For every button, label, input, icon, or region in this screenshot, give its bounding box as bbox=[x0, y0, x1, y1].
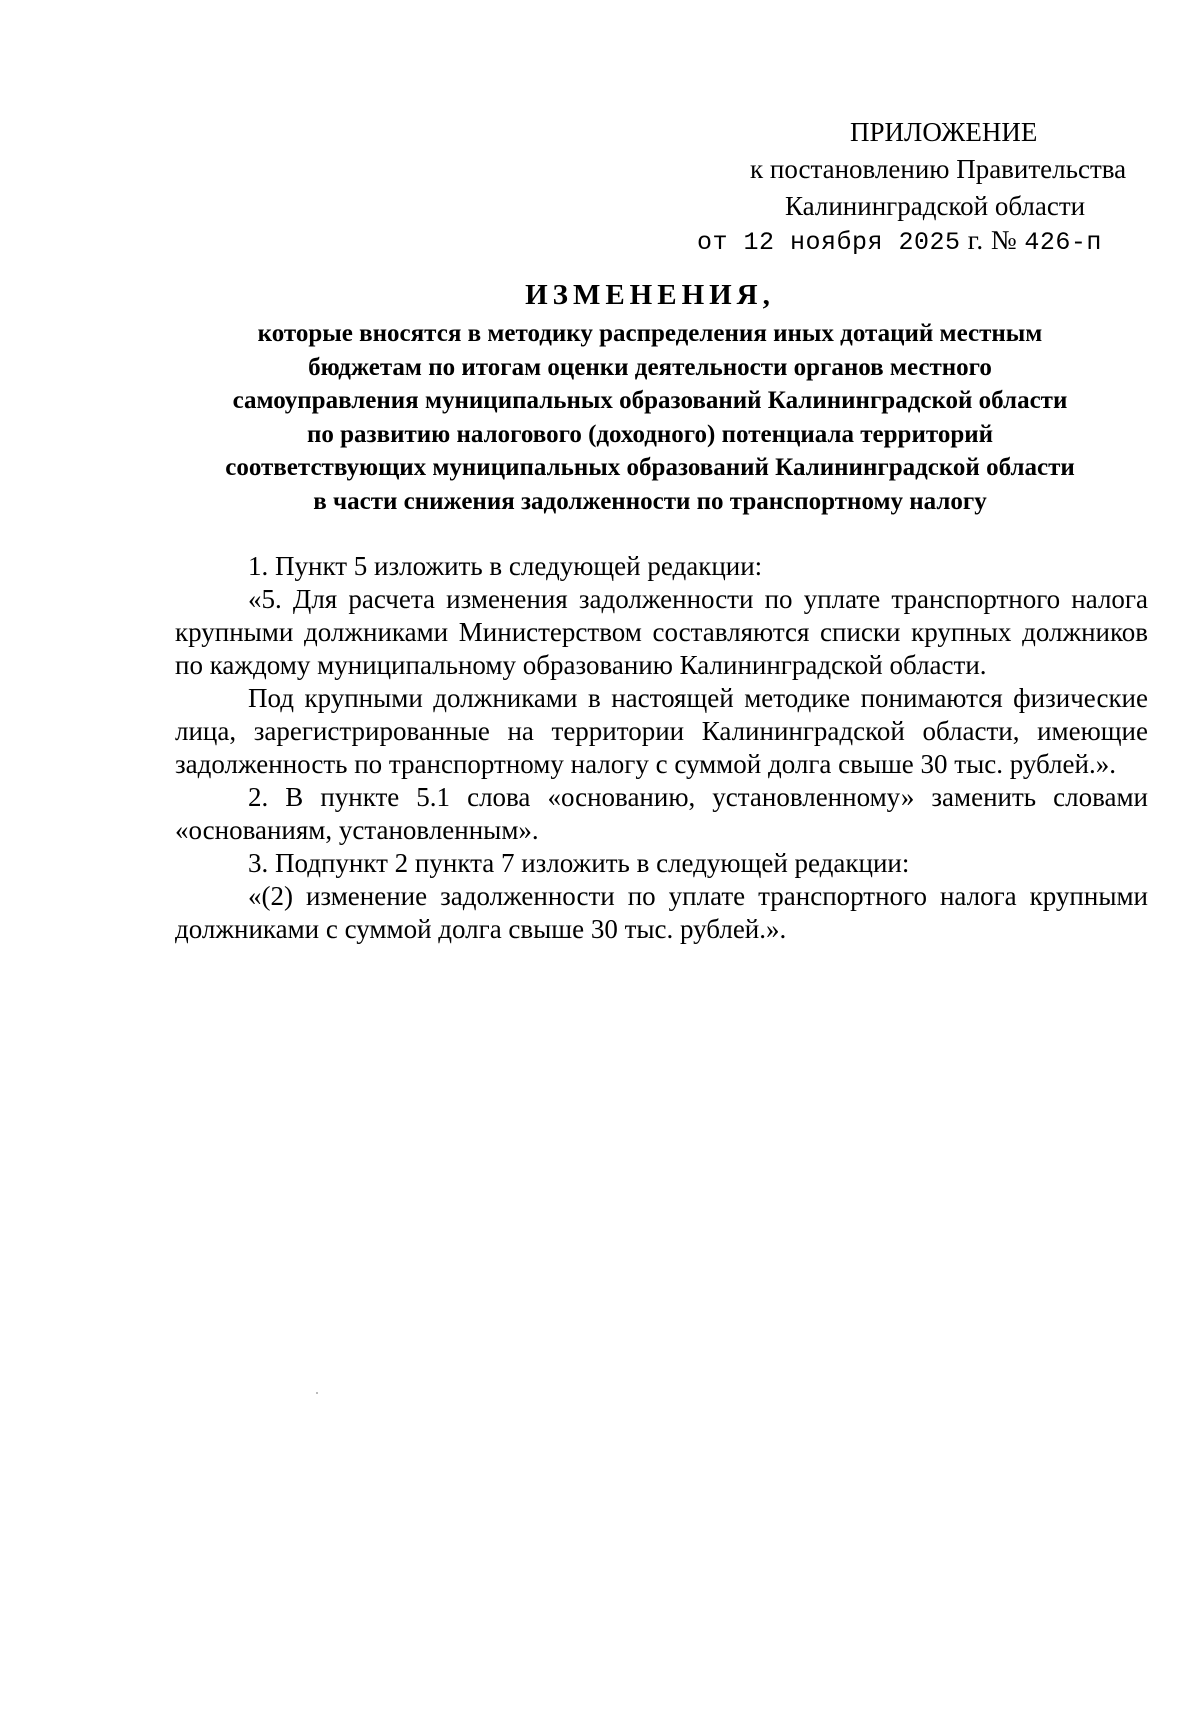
appendix-label: ПРИЛОЖЕНИЕ bbox=[850, 117, 1038, 147]
subtitle-line: в части снижения задолженности по транспортному налогу bbox=[313, 487, 987, 515]
resolution-reference: к постановлению Правительства bbox=[750, 154, 1127, 184]
document-body bbox=[175, 550, 1148, 946]
paragraph-2: «5. Для расчета изменения задолженности по уплате транспортного налога крупными должниками Министерством составляются списки крупных должников по каждому муниципальному образованию Калининградской области. bbox=[175, 584, 1148, 680]
subtitle-line: бюджетам по итогам оценки деятельности органов местного bbox=[308, 353, 992, 381]
document-title: ИЗМЕНЕНИЯ, bbox=[525, 279, 775, 311]
subtitle-line: по развитию налогового (доходного) потенциала территорий bbox=[306, 420, 994, 448]
document-title-block bbox=[170, 277, 1130, 518]
resolution-number: 426-п bbox=[1024, 228, 1102, 257]
scan-speck bbox=[316, 1392, 318, 1394]
paragraph-5: 3. Подпункт 2 пункта 7 изложить в следующей редакции: bbox=[248, 848, 910, 878]
resolution-number-label: г. № bbox=[960, 225, 1025, 255]
paragraph-1: 1. Пункт 5 изложить в следующей редакции: bbox=[248, 551, 763, 581]
subtitle-line: которые вносятся в методику распределения иных дотаций местным bbox=[257, 320, 1043, 347]
paragraph-3: Под крупными должниками в настоящей методике понимаются физические лица, зарегистрированные на территории Калининградской области, имеющие задолженность по транспортному налогу с суммой долга свыше 30 тыс. рублей.». bbox=[175, 683, 1148, 779]
paragraph-6: «(2) изменение задолженности по уплате транспортного налога крупными должниками с суммой долга свыше 30 тыс. рублей.». bbox=[175, 881, 1148, 944]
subtitle-line: соответствующих муниципальных образований Калининградской области bbox=[225, 454, 1075, 481]
resolution-date: от 12 ноября 2025 bbox=[697, 228, 961, 257]
resolution-date-number bbox=[697, 223, 1102, 260]
region-name: Калининградской области bbox=[785, 191, 1086, 221]
paragraph-4: 2. В пункте 5.1 слова «основанию, установленному» заменить словами «основаниям, установленным». bbox=[175, 782, 1148, 845]
subtitle-line: самоуправления муниципальных образований Калининградской области bbox=[232, 387, 1068, 414]
